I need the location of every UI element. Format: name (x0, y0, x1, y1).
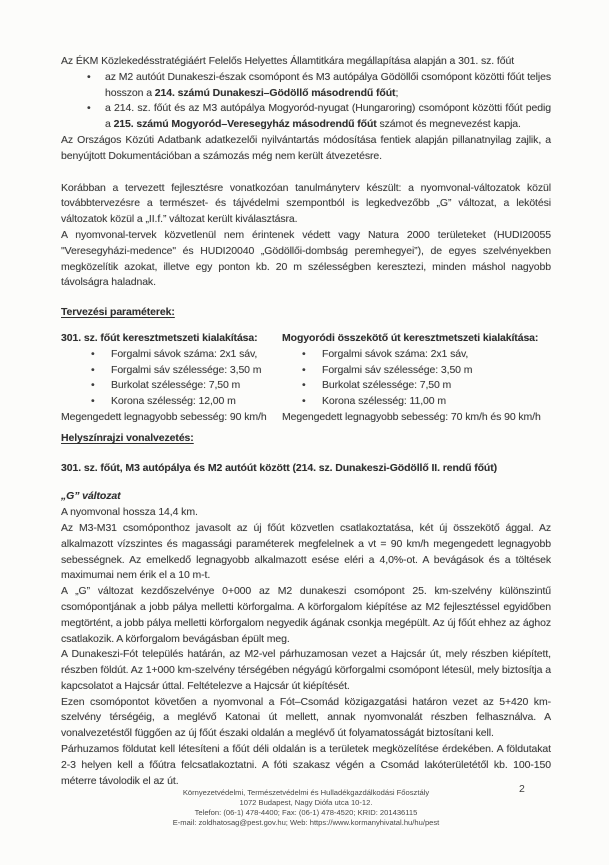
paragraph-natura-2000: A nyomvonal-tervek közvetlenül nem érintenek védett vagy Natura 2000 területeket (HUDI20055 "Veresegyházi-medence" és HUDI20040 „Gödöllői-dombság peremhegyei”), de egyes szelvényekben megközelítik azokat, illetve egy ponton kb. 20 m szélességben keresztezi, minden máshol nagyobb távolságra haladnak. (61, 228, 551, 289)
list-item (61, 394, 282, 410)
paragraph-route-length: A nyomvonal hossza 14,4 km. (61, 506, 198, 519)
design-params-column-mogyorod (282, 331, 551, 426)
list-item (282, 363, 551, 379)
footer-email-web: E-mail: zoldhatosag@pest.gov.hu; Web: https://www.kormanyhivatal.hu/hu/pest (172, 818, 440, 827)
list-item-text (105, 70, 551, 102)
variant-g-label: „G” változat (61, 490, 121, 503)
paragraph-start-section: A „G” változat kezdőszelvénye 0+000 az M2 dunakeszi csomópont 25. km-szelvény különszintű csomópontjának a jobb pálya melletti körforgalma. A körforgalom kiépítése az M2 fejlesztéssel egyidőben megtörtént, a jobb pálya melletti körforgalom negyedik ágának csonkja megépült. Az új főút ehhez az ághoz csatlakozik. A körforgalom bevágásban épült meg. (61, 585, 551, 645)
intro-closing-paragraph: Az Országos Közúti Adatbank adatkezelői nyilvántartás módosítása fentiek alapján pillanatnyilag zajlik, a benyújtott Dokumentációban a számozás még nem került átvezetésre. (61, 133, 551, 162)
list-item-text: Burkolat szélessége: 7,50 m (111, 379, 241, 392)
bullet-icon: • (302, 395, 306, 408)
page-number: 2 (519, 783, 525, 795)
bullet-icon: • (87, 102, 91, 115)
list-item (61, 363, 282, 379)
paragraph-fot-csomad: Ezen csomópontot követően a nyomvonal a Fót–Csomád közigazgatási határon vezet az 5+420 km-szelvény térségéig, a meglévő Katonai út mellett, annak nyomvonalát részben felhasználva. A vonalvezetéstől függően az új főút északi oldalán a meglévő út folyamatosságát biztosítani kell. (61, 695, 551, 740)
list-item (61, 347, 282, 363)
design-params-column-301 (61, 331, 282, 426)
list-item-text: Forgalmi sávok száma: 2x1 sáv, (111, 347, 258, 360)
section-heading-alignment: Helyszínrajzi vonalvezetés: (61, 431, 194, 444)
text-segment: ; (395, 86, 399, 99)
bullet-icon: • (91, 363, 95, 376)
list-item-text: Korona szélesség: 11,00 m (322, 395, 446, 408)
list-item-text: Burkolat szélessége: 7,50 m (322, 379, 452, 392)
text-segment: az M2 autóút Dunakeszi-észak csomópont és M3 autópálya Gödöllői csomópont közötti főút teljes hosszon a (105, 70, 551, 99)
footer-address: 1072 Budapest, Nagy Diófa utca 10-12. (239, 798, 373, 807)
bullet-icon: • (302, 363, 306, 376)
bullet-icon: • (302, 379, 306, 392)
paragraph-parallel-dirt-roads: Párhuzamos földutat kell létesíteni a főút déli oldalán is a területek megközelítése érdekében. A földutakat 2-3 helyen kell a főútra felcsatlakoztatni. A fóti szakasz végén a Csomád lakóterületétől kb. 100-150 méterre távolodik el az út. (61, 743, 551, 787)
paragraph-hajcsar-road: A Dunakeszi-Fót település határán, az M2-vel párhuzamosan vezet a Hajcsár út, mely részben kiépített, részben földút. Az 1+000 km-szelvény térségében négyágú körforgalmi csomópont létesül, mely biztosítja a kapcsolatot a Hajcsár úttal. Feltételezve a Hajcsár út kiépítését. (61, 648, 551, 692)
paragraph-m3-connection: Az M3-M31 csomóponthoz javasolt az új főút közvetlen csatlakoztatása, két új összekötő ággal. Az alkalmazott vízszintes és magassági paraméterek megfelelnek a vt = 90 km/h megengedett legnagyobb sebességnek. Az emelkedő legnagyobb alkalmazott esése eléri a 4,0%-ot. A bevágások és a töltések maximumai nem érik el a 10 m-t. (61, 521, 551, 582)
bullet-icon: • (91, 379, 95, 392)
road-number-emphasis: 215. számú Mogyoród–Veresegyház másodrendű főút (113, 118, 377, 131)
text-segment: a 214. sz. főút és az M3 autópálya Mogyoród-nyugat (Hungaroring) csomópont közötti főút pedig a (105, 102, 551, 131)
text-segment: számot és megnevezést kapja. (376, 118, 521, 131)
subsection-heading-301-route: 301. sz. főút, M3 autópálya és M2 autóút között (214. sz. Dunakeszi-Gödöllő II. rendű főút) (61, 461, 498, 474)
list-item-text: Korona szélesség: 12,00 m (111, 395, 236, 408)
list-item (61, 101, 551, 133)
list-item (61, 70, 551, 102)
design-parameters-columns (61, 331, 551, 426)
page-body (61, 54, 551, 789)
max-speed-note: Megengedett legnagyobb sebesség: 90 km/h (61, 410, 267, 423)
column-title: Mogyoródi összekötő út keresztmetszeti kialakítása: (282, 331, 539, 344)
paragraph-variant-selection: Korábban a tervezett fejlesztésre vonatkozóan tanulmányterv készült: a nyomvonal-változatok közül továbbtervezésre a természet- és tájvédelmi szempontból is legkedvezőbb „G” változat, a lekötési változatok közül a „II.f.” változat került kiválasztásra. (61, 181, 551, 226)
list-item-text: Forgalmi sáv szélessége: 3,50 m (322, 363, 473, 376)
bullet-icon: • (87, 70, 91, 83)
road-number-emphasis: 214. számú Dunakeszi–Gödöllő másodrendű főút (154, 86, 396, 99)
bullet-icon: • (302, 347, 306, 360)
bullet-icon: • (91, 347, 95, 360)
list-item (282, 378, 551, 394)
footer-department: Környezetvédelmi, Természetvédelmi és Hulladékgazdálkodási Főosztály (182, 788, 430, 797)
list-item (282, 347, 551, 363)
intro-lead: Az ÉKM Közlekedésstratégiáért Felelős Helyettes Államtitkára megállapítása alapján a 301. sz. főút (61, 55, 515, 67)
list-item-text (105, 101, 551, 133)
list-item-text: Forgalmi sávok száma: 2x1 sáv, (322, 347, 469, 360)
section-heading-design-parameters: Tervezési paraméterek: (61, 306, 175, 319)
list-item (282, 394, 551, 410)
footer-phone-fax-krid: Telefon: (06-1) 478-4400; Fax: (06-1) 478-4520; KRID: 201436115 (194, 808, 418, 817)
list-item (61, 378, 282, 394)
bullet-icon: • (91, 395, 95, 408)
page-footer (61, 788, 551, 828)
column-title: 301. sz. főút keresztmetszeti kialakítása: (61, 331, 258, 344)
list-item-text: Forgalmi sáv szélessége: 3,50 m (111, 363, 262, 376)
max-speed-note: Megengedett legnagyobb sebesség: 70 km/h és 90 km/h (282, 410, 541, 423)
